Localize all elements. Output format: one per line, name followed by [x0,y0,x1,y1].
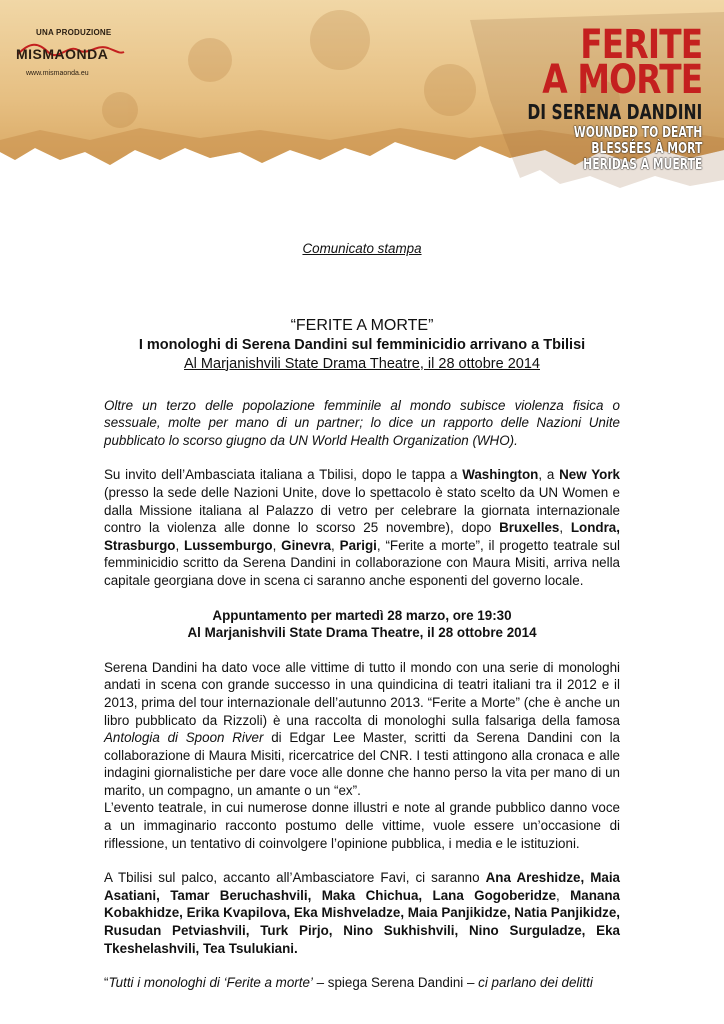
paragraph-tour: Su invito dell’Ambasciata italiana a Tbilisi, dopo le tappa a Washington, a New York (presso la sede delle Nazioni Unite, dove lo spettacolo è stato scelto da UN Women e dalla Missione italiana al Palazzo di vetro per celebrare la giornata internazionale contro la violenza alle donne lo scorso 25 novembre), dopo Bruxelles, Londra, Strasburgo, Lussemburgo, Ginevra, Parigi, “Ferite a morte”, il progetto teatrale sul femminicidio scritto da Serena Dandini in collaborazione con Maura Misiti, arriva nella capitale georgiana dove in scena ci saranno anche esponenti del governo locale. [104,467,620,588]
author-line: DI SERENA DANDINI [526,100,702,124]
intro-paragraph: Oltre un terzo delle popolazione femminile al mondo subisce violenza fisica o sessuale, molte per mano di un partner; lo dice un rapporto delle Nazioni Unite pubblicato lo scorso giugno da UN World Health Organization (WHO). [104,397,620,448]
paragraph-cast: A Tbilisi sul palco, accanto all’Ambasciatore Favi, ci saranno Ana Areshidze, Maia Asatiani, Tamar Beruchashvili, Maka Chichua, Lana Gogoberidze, Manana Kobakhidze, Erika Kvapilova, Eka Mishveladze, Maia Panjikidze, Natia Panjikidze, Rusudan Petviashvili, Turk Pirjo, Nino Sukhishvili, Nino Surguladze, Eka Tkeshelashvili, Tea Tsulukiani. [104,870,620,956]
city-bruxelles: Bruxelles [499,520,560,536]
city-washington: Washington [462,467,539,483]
translation-spanish: HERIDAS A MUERTE [582,155,702,173]
appointment-line-2: Al Marjanishvili State Drama Theatre, il 28 ottobre 2014 [187,625,537,641]
city-parigi: Parigi [339,537,377,553]
logo-url[interactable]: www.mismaonda.eu [26,70,89,77]
cast-names-2: Manana Kobakhidze, Erika Kvapilova, Eka Mishveladze, Maia Panjikidze, Natia Panjikidze, Rusudan Petviashvili, Turk Pirjo, Nino Sukhishvili, Nino Surguladze, Eka Tkeshelashvili, Tea Tsulukiani. [104,887,620,956]
header-banner [0,0,724,195]
logo-name: MISMAONDA [16,46,109,62]
headline: “FERITE A MORTE” [290,316,434,334]
press-release-body [104,240,620,992]
paragraph-monologues: Serena Dandini ha dato voce alle vittime di tutto il mondo con una serie di monologhi andati in scena con grande successo in una quindicina di teatri italiani tra il 2012 e il 2013, prima del tour internazionale dell’autunno 2013. “Ferite a Morte” (che è anche un libro pubblicato da Rizzoli) è una raccolta di monologhi sulla falsariga della famosa Antologia di Spoon River di Edgar Lee Master, scritti da Serena Dandini con la collaborazione di Maura Misiti, ricercatrice del CNR. I testi attingono alla cronaca e alle indagini giornalistiche per dare voce alle donne che hanno perso la vita per mano di un marito, un compagno, un amante o un “ex”. [104,659,620,798]
show-title-block [478,22,702,173]
venue-line: Al Marjanishvili State Drama Theatre, il 28 ottobre 2014 [184,355,540,372]
translation-french: BLESSÉES À MORT [590,139,702,157]
comunicato-label: Comunicato stampa [302,241,422,256]
paragraph-event: L’evento teatrale, in cui numerose donne illustri e note al grande pubblico danno voce a un immaginario racconto postumo delle vittime, vuole essere un’occasione di riflessione, un tentativo di coinvolgere l’opinione pubblica, i media e le istituzioni. [104,800,620,851]
city-londra-strasburgo: Londra, Strasburgo [104,520,620,553]
paragraph-quote: “Tutti i monologhi di ‘Ferite a morte’ – spiega Serena Dandini – ci parlano dei delitti [104,975,593,991]
city-new-york: New York [559,467,620,483]
mismaonda-logo[interactable] [16,28,126,88]
title-line-a-morte: A MORTE [541,57,702,103]
title-line-ferite: FERITE [579,22,702,68]
appointment-line-1: Appuntamento per martedì 28 marzo, ore 19:30 [212,607,512,623]
cast-names-1: Ana Areshidze, Maia Asatiani, Tamar Beruchashvili, Maka Chichua, Lana Gogoberidze [104,870,620,903]
subheadline: I monologhi di Serena Dandini sul femminicidio arrivano a Tbilisi [138,336,586,353]
city-lussemburgo: Lussemburgo [184,537,273,553]
city-ginevra: Ginevra [281,537,332,553]
spoon-river-title: Antologia di Spoon River [104,730,264,746]
translation-english: WOUNDED TO DEATH [573,123,702,141]
logo-kicker: UNA PRODUZIONE [36,28,112,37]
